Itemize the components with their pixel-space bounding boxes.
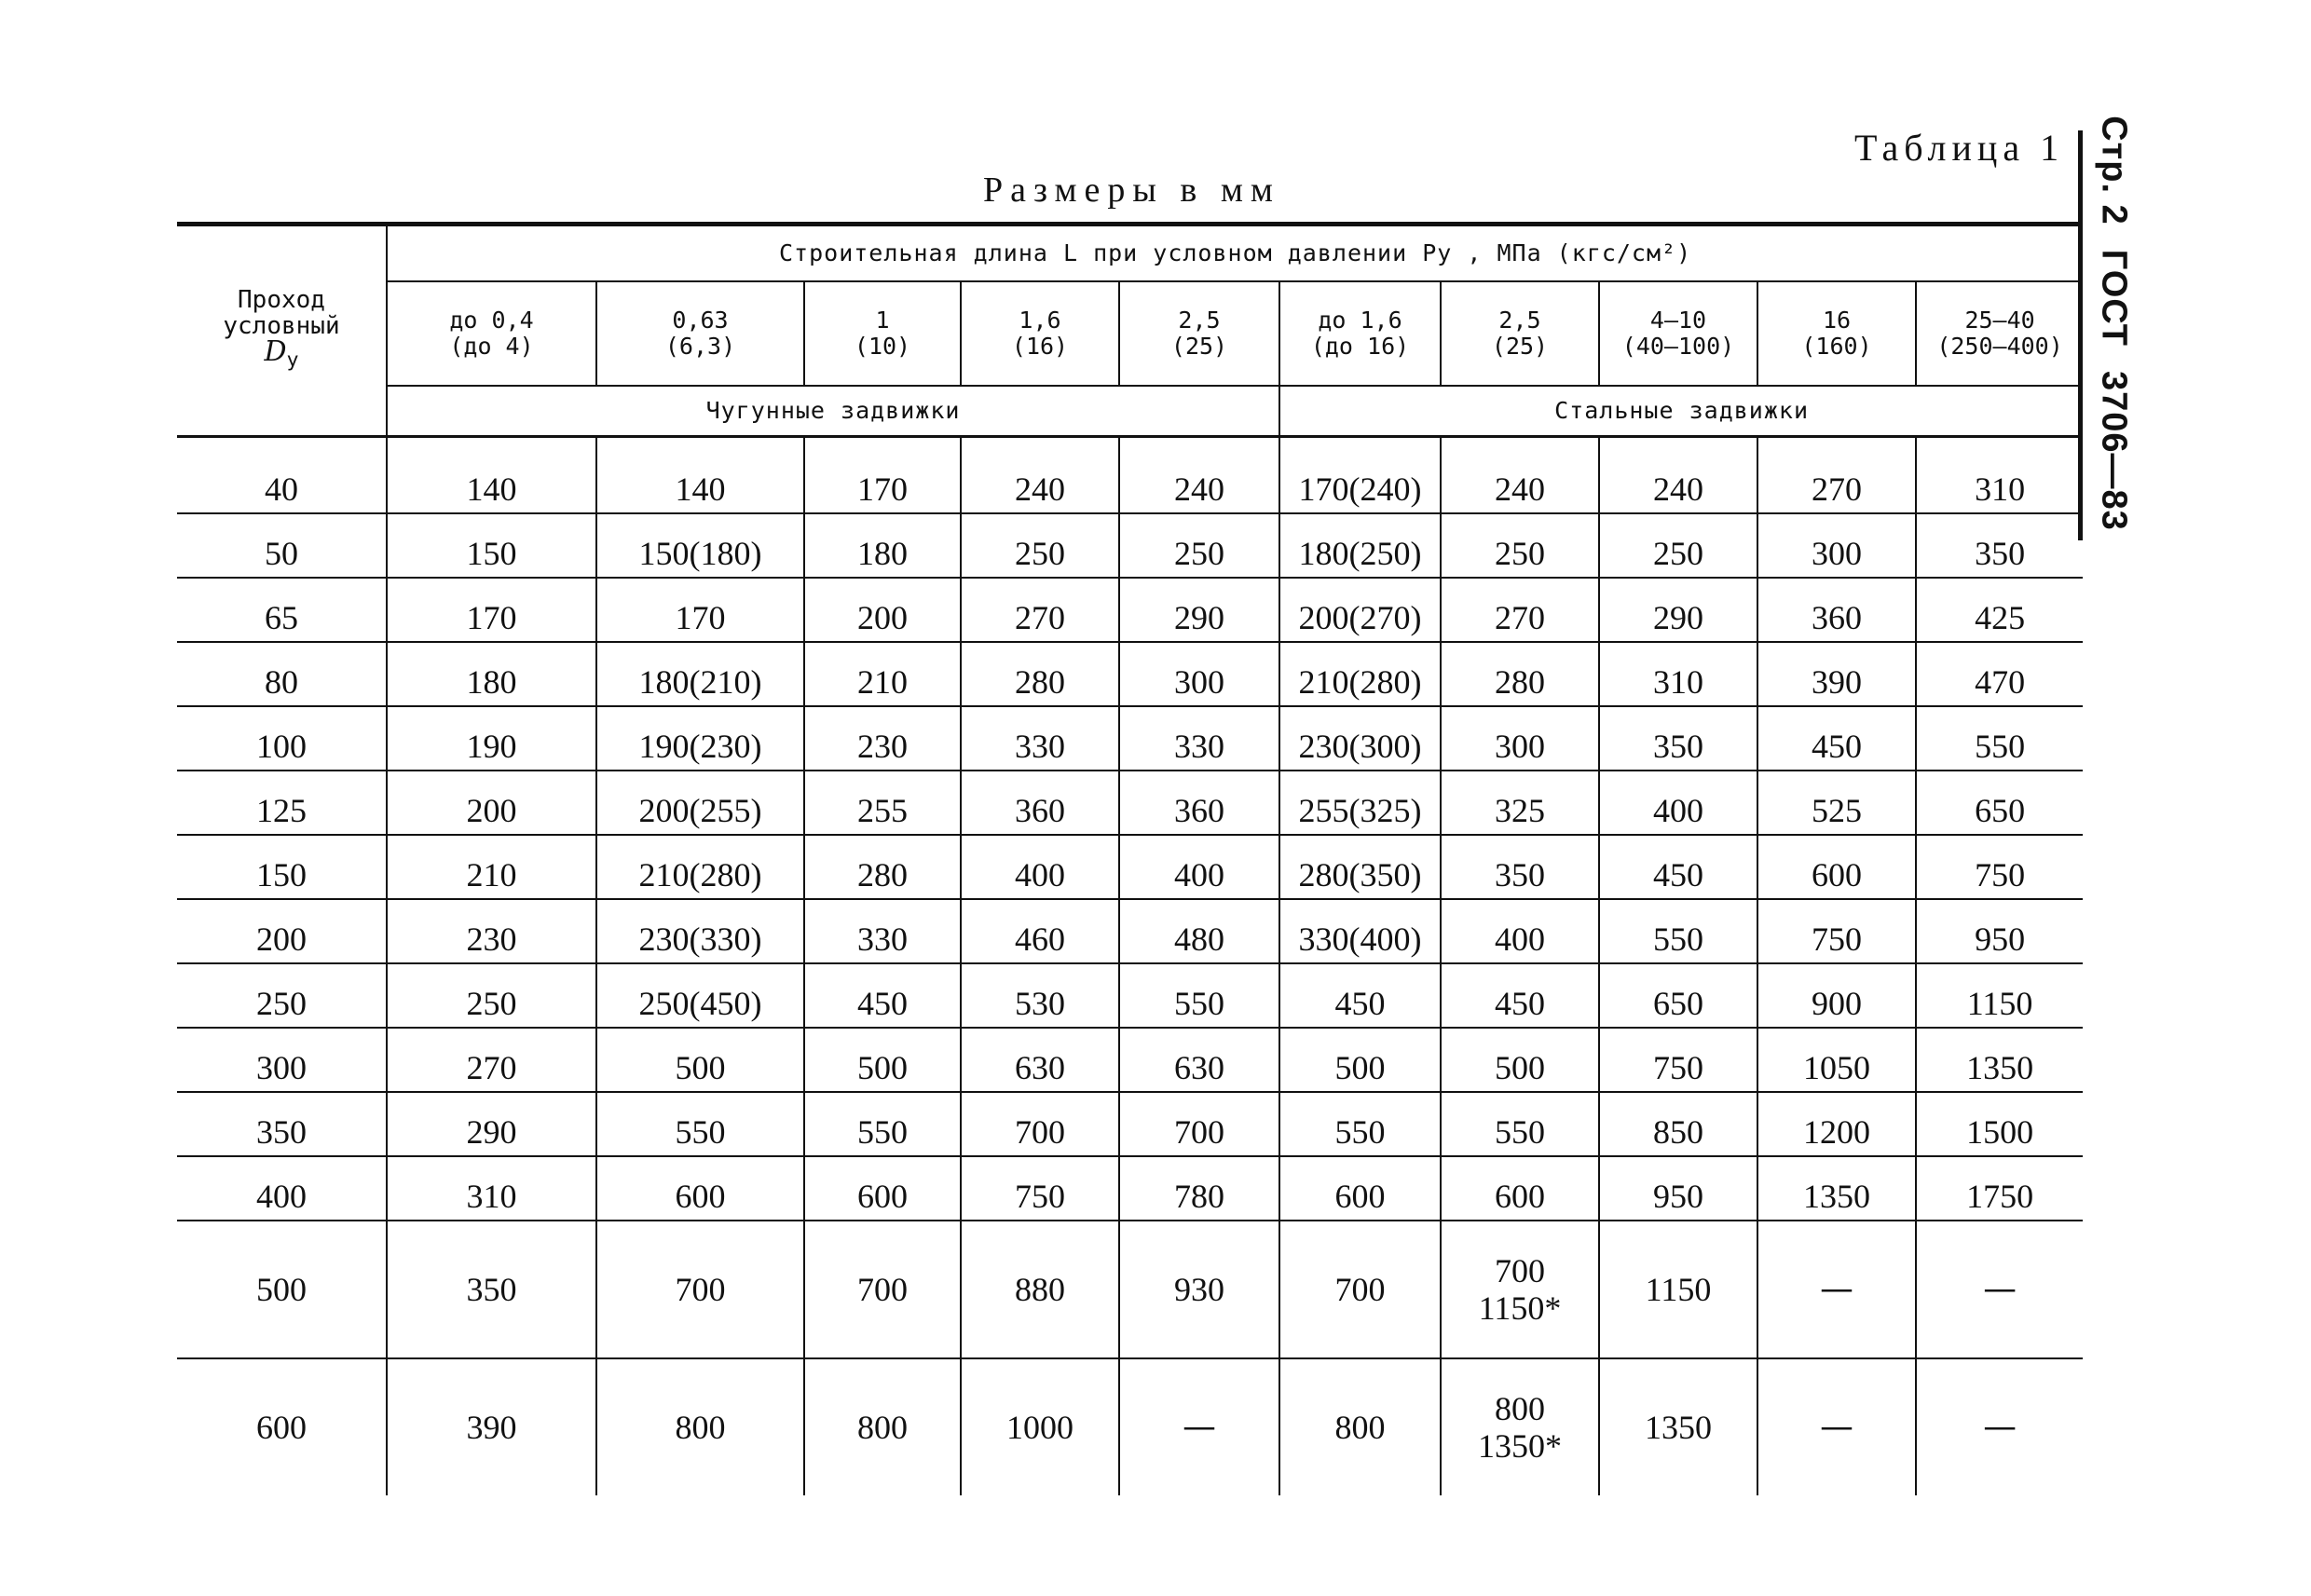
cell-value-footnote: 1150* bbox=[1478, 1289, 1562, 1327]
table-cell: 550 bbox=[804, 1092, 961, 1156]
table-cell: 230 bbox=[804, 706, 961, 771]
table-cell: 650 bbox=[1599, 963, 1757, 1028]
cell-value: 700 bbox=[1495, 1252, 1545, 1289]
table-cell: 500 bbox=[596, 1028, 804, 1092]
table-cell: 390 bbox=[1757, 642, 1916, 706]
table-cell: 700 bbox=[1279, 1221, 1441, 1358]
table-cell: — bbox=[1757, 1358, 1916, 1495]
table-cell: 600 bbox=[1279, 1156, 1441, 1221]
table-row bbox=[177, 1156, 2083, 1221]
table-cell: 255 bbox=[804, 771, 961, 835]
dimensions-table bbox=[177, 222, 2083, 1495]
nominal-bore-line2: условный bbox=[223, 312, 340, 341]
table-cell: 550 bbox=[1599, 899, 1757, 963]
nominal-bore-header bbox=[177, 225, 387, 437]
table-cell: 950 bbox=[1599, 1156, 1757, 1221]
table-cell: 700 bbox=[961, 1092, 1119, 1156]
table-cell: 750 bbox=[1757, 899, 1916, 963]
table-cell: 270 bbox=[1757, 437, 1916, 514]
table-row bbox=[177, 578, 2083, 642]
table-cell: 550 bbox=[1916, 706, 2083, 771]
table-cell: 700 bbox=[804, 1221, 961, 1358]
cell-value-footnote: 1350* bbox=[1478, 1427, 1562, 1465]
table-cell: 210(280) bbox=[1279, 642, 1441, 706]
table-cell: 140 bbox=[387, 437, 596, 514]
table-cell: 400 bbox=[1599, 771, 1757, 835]
table-cell: 400 bbox=[1441, 899, 1599, 963]
table-cell: 190(230) bbox=[596, 706, 804, 771]
table-cell: 350 bbox=[387, 1221, 596, 1358]
table-cell: 360 bbox=[1119, 771, 1279, 835]
table-cell: 425 bbox=[1916, 578, 2083, 642]
table-cell: 230 bbox=[387, 899, 596, 963]
table-cell: 230(300) bbox=[1279, 706, 1441, 771]
header-row-pressures bbox=[177, 281, 2083, 386]
table-cell: 180(250) bbox=[1279, 513, 1441, 578]
table-cell: 150(180) bbox=[596, 513, 804, 578]
table-cell: 450 bbox=[1279, 963, 1441, 1028]
table-cell: 280 bbox=[961, 642, 1119, 706]
table-cell: 700 bbox=[1119, 1092, 1279, 1156]
table-cell: 240 bbox=[1599, 437, 1757, 514]
nominal-bore-cell: 400 bbox=[177, 1156, 387, 1221]
pressure-header: до 1,6 (до 16) bbox=[1279, 281, 1441, 386]
table-cell: 500 bbox=[804, 1028, 961, 1092]
table-cell: 800 bbox=[596, 1358, 804, 1495]
cast-iron-valves-header: Чугунные задвижки bbox=[387, 386, 1279, 437]
table-cell: 300 bbox=[1119, 642, 1279, 706]
steel-valves-header: Стальные задвижки bbox=[1279, 386, 2083, 437]
table-cell: 190 bbox=[387, 706, 596, 771]
table-cell: 500 bbox=[177, 1221, 387, 1358]
table-cell: 170 bbox=[596, 578, 804, 642]
table-cell: 180 bbox=[387, 642, 596, 706]
table-cell: 800 bbox=[804, 1358, 961, 1495]
side-header-text bbox=[2094, 116, 2134, 555]
pressure-header: 0,63 (6,3) bbox=[596, 281, 804, 386]
table-cell: 390 bbox=[387, 1358, 596, 1495]
table-row bbox=[177, 513, 2083, 578]
table-cell: 550 bbox=[1441, 1092, 1599, 1156]
table-cell: 280 bbox=[804, 835, 961, 899]
nominal-bore-cell: 125 bbox=[177, 771, 387, 835]
table-cell: 360 bbox=[961, 771, 1119, 835]
header-row-groups bbox=[177, 386, 2083, 437]
table-cell: 170(240) bbox=[1279, 437, 1441, 514]
pressure-header: 2,5 (25) bbox=[1441, 281, 1599, 386]
table-cell: 250(450) bbox=[596, 963, 804, 1028]
nominal-bore-line1: Проход bbox=[238, 286, 325, 315]
table-cell: 270 bbox=[961, 578, 1119, 642]
units-label: Размеры в мм bbox=[983, 171, 1280, 210]
table-cell: 630 bbox=[1119, 1028, 1279, 1092]
table-cell: 600 bbox=[1441, 1156, 1599, 1221]
pressure-header: 1 (10) bbox=[804, 281, 961, 386]
nominal-bore-cell: 50 bbox=[177, 513, 387, 578]
pressure-header: 2,5 (25) bbox=[1119, 281, 1279, 386]
table-cell: 630 bbox=[961, 1028, 1119, 1092]
table-cell: 450 bbox=[804, 963, 961, 1028]
pressure-header: 16 (160) bbox=[1757, 281, 1916, 386]
pressure-header: 4—10 (40—100) bbox=[1599, 281, 1757, 386]
table-cell: 1150 bbox=[1916, 963, 2083, 1028]
table-cell: 400 bbox=[961, 835, 1119, 899]
table-cell bbox=[1441, 1358, 1599, 1495]
table-cell: 210(280) bbox=[596, 835, 804, 899]
table-cell: 330 bbox=[961, 706, 1119, 771]
table-cell: 310 bbox=[1599, 642, 1757, 706]
table-cell: 600 bbox=[804, 1156, 961, 1221]
table-row bbox=[177, 642, 2083, 706]
table-row bbox=[177, 437, 2083, 514]
table-cell: 255(325) bbox=[1279, 771, 1441, 835]
table-cell: 310 bbox=[387, 1156, 596, 1221]
pressure-header: до 0,4 (до 4) bbox=[387, 281, 596, 386]
table-cell: 550 bbox=[596, 1092, 804, 1156]
table-label: Таблица 1 bbox=[1854, 127, 2065, 169]
nominal-bore-cell: 200 bbox=[177, 899, 387, 963]
table-cell: 250 bbox=[387, 963, 596, 1028]
table-cell: 300 bbox=[1757, 513, 1916, 578]
table-cell: 170 bbox=[387, 578, 596, 642]
table-cell: 930 bbox=[1119, 1221, 1279, 1358]
table-row bbox=[177, 1028, 2083, 1092]
table-cell: 880 bbox=[961, 1221, 1119, 1358]
table-cell: 270 bbox=[387, 1028, 596, 1092]
table-cell: — bbox=[1119, 1358, 1279, 1495]
table-row bbox=[177, 899, 2083, 963]
table-cell: 280 bbox=[1441, 642, 1599, 706]
nominal-bore-cell: 65 bbox=[177, 578, 387, 642]
nominal-bore-cell: 350 bbox=[177, 1092, 387, 1156]
table-cell: 230(330) bbox=[596, 899, 804, 963]
table-cell: 600 bbox=[177, 1358, 387, 1495]
table-cell: 1750 bbox=[1916, 1156, 2083, 1221]
table-cell: 280(350) bbox=[1279, 835, 1441, 899]
table-cell: 780 bbox=[1119, 1156, 1279, 1221]
table-cell: 325 bbox=[1441, 771, 1599, 835]
table-cell: 530 bbox=[961, 963, 1119, 1028]
table-cell: 250 bbox=[961, 513, 1119, 578]
table-cell: 500 bbox=[1441, 1028, 1599, 1092]
table-cell: 750 bbox=[961, 1156, 1119, 1221]
table-row bbox=[177, 771, 2083, 835]
table-cell: 350 bbox=[1441, 835, 1599, 899]
table-cell: 470 bbox=[1916, 642, 2083, 706]
table-cell: 250 bbox=[1599, 513, 1757, 578]
table-cell: 290 bbox=[387, 1092, 596, 1156]
table-cell: 290 bbox=[1119, 578, 1279, 642]
table-cell: 330 bbox=[1119, 706, 1279, 771]
page-number: Стр. 2 bbox=[2094, 116, 2134, 225]
table-cell: 850 bbox=[1599, 1092, 1757, 1156]
table-cell: 450 bbox=[1441, 963, 1599, 1028]
length-title: Строительная длина L при условном давлении Pу , МПа (кгс/см²) bbox=[387, 225, 2083, 282]
table-cell: 180 bbox=[804, 513, 961, 578]
nominal-bore-cell: 250 bbox=[177, 963, 387, 1028]
table-cell: 200(270) bbox=[1279, 578, 1441, 642]
nominal-bore-cell: 40 bbox=[177, 437, 387, 514]
standard-number: 3706—83 bbox=[2094, 371, 2134, 531]
table-cell: 460 bbox=[961, 899, 1119, 963]
table-cell: 170 bbox=[804, 437, 961, 514]
table-cell: 240 bbox=[961, 437, 1119, 514]
table-row bbox=[177, 1092, 2083, 1156]
table-cell: 240 bbox=[1441, 437, 1599, 514]
table-cell: 310 bbox=[1916, 437, 2083, 514]
table-cell: 1050 bbox=[1757, 1028, 1916, 1092]
table-cell: — bbox=[1757, 1221, 1916, 1358]
table-cell: 1000 bbox=[961, 1358, 1119, 1495]
standard-name: ГОСТ bbox=[2094, 249, 2134, 348]
nominal-bore-symbol: D bbox=[264, 335, 287, 369]
table-cell: 240 bbox=[1119, 437, 1279, 514]
table-cell: 480 bbox=[1119, 899, 1279, 963]
table-cell: 200 bbox=[387, 771, 596, 835]
table-body bbox=[177, 437, 2083, 1496]
table-cell: 450 bbox=[1757, 706, 1916, 771]
table-cell: 200(255) bbox=[596, 771, 804, 835]
table-cell: 950 bbox=[1916, 899, 2083, 963]
table-cell: 290 bbox=[1599, 578, 1757, 642]
table-cell: 270 bbox=[1441, 578, 1599, 642]
table-row bbox=[177, 963, 2083, 1028]
pressure-header: 1,6 (16) bbox=[961, 281, 1119, 386]
table-cell: 1350 bbox=[1916, 1028, 2083, 1092]
table-cell: 350 bbox=[1599, 706, 1757, 771]
table-cell: 180(210) bbox=[596, 642, 804, 706]
table-cell: 330 bbox=[804, 899, 961, 963]
nominal-bore-cell: 300 bbox=[177, 1028, 387, 1092]
table-cell: 500 bbox=[1279, 1028, 1441, 1092]
table-cell: 550 bbox=[1119, 963, 1279, 1028]
table-cell: 550 bbox=[1279, 1092, 1441, 1156]
pressure-header: 25—40 (250—400) bbox=[1916, 281, 2083, 386]
nominal-bore-subscript: у bbox=[286, 348, 299, 373]
nominal-bore-cell: 150 bbox=[177, 835, 387, 899]
cell-value: 800 bbox=[1495, 1390, 1545, 1427]
table-cell: 300 bbox=[1441, 706, 1599, 771]
table-cell: 900 bbox=[1757, 963, 1916, 1028]
table-cell: 210 bbox=[804, 642, 961, 706]
table-cell: 450 bbox=[1599, 835, 1757, 899]
table-cell: — bbox=[1916, 1221, 2083, 1358]
table-row-500 bbox=[177, 1221, 2083, 1358]
table-row-600 bbox=[177, 1358, 2083, 1495]
table-cell: 600 bbox=[596, 1156, 804, 1221]
table-cell bbox=[1441, 1221, 1599, 1358]
table-cell: 800 bbox=[1279, 1358, 1441, 1495]
table-cell: 1200 bbox=[1757, 1092, 1916, 1156]
table-cell: 360 bbox=[1757, 578, 1916, 642]
table-cell: 1150 bbox=[1599, 1221, 1757, 1358]
table-cell: 400 bbox=[1119, 835, 1279, 899]
header-row-title bbox=[177, 225, 2083, 282]
nominal-bore-cell: 80 bbox=[177, 642, 387, 706]
table-cell: — bbox=[1983, 1408, 2017, 1446]
table-cell: 650 bbox=[1916, 771, 2083, 835]
table-cell: 525 bbox=[1757, 771, 1916, 835]
table-cell: 600 bbox=[1757, 835, 1916, 899]
table-cell: 150 bbox=[387, 513, 596, 578]
table-cell: 330(400) bbox=[1279, 899, 1441, 963]
table-cell: 200 bbox=[804, 578, 961, 642]
table-row bbox=[177, 835, 2083, 899]
nominal-bore-cell: 100 bbox=[177, 706, 387, 771]
table-cell: 1350 bbox=[1599, 1358, 1757, 1495]
table-cell: 750 bbox=[1599, 1028, 1757, 1092]
table-cell: 210 bbox=[387, 835, 596, 899]
table-cell: 750 bbox=[1916, 835, 2083, 899]
table-cell: 250 bbox=[1119, 513, 1279, 578]
table-cell: 1350 bbox=[1757, 1156, 1916, 1221]
table-cell: 700 bbox=[596, 1221, 804, 1358]
table-cell: 140 bbox=[596, 437, 804, 514]
table-row bbox=[177, 706, 2083, 771]
table-cell: 250 bbox=[1441, 513, 1599, 578]
table-cell: 350 bbox=[1916, 513, 2083, 578]
table-cell: 1500 bbox=[1916, 1092, 2083, 1156]
